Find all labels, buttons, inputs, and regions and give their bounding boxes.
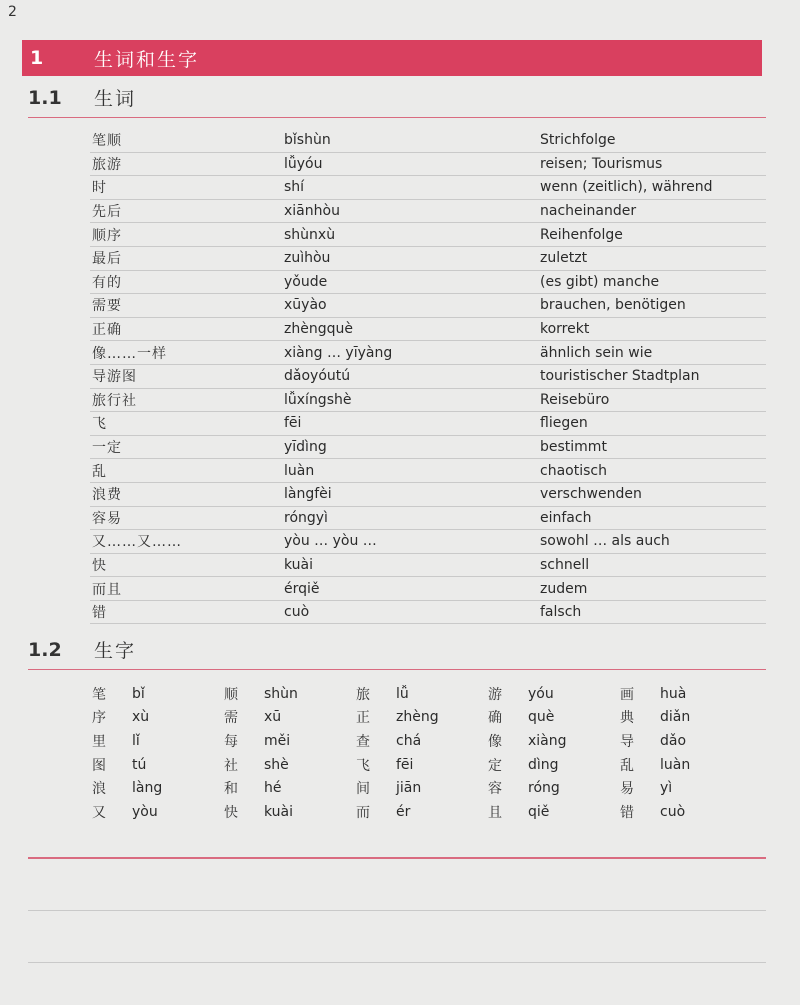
character-pinyin: xiàng (528, 732, 567, 749)
character-pinyin: luàn (660, 756, 691, 773)
character-hanzi: 画 (620, 686, 634, 703)
character-entry (356, 707, 488, 727)
character-hanzi: 正 (356, 710, 370, 727)
vocab-german: zudem (540, 580, 588, 597)
vocab-pinyin: yòu … yòu … (284, 533, 377, 550)
vocab-pinyin: zuìhòu (284, 250, 331, 267)
vocab-row (90, 129, 766, 153)
character-hanzi: 查 (356, 733, 370, 750)
vocab-row (90, 507, 766, 531)
section-number: 1.2 (28, 638, 62, 661)
character-pinyin: tú (132, 756, 147, 773)
character-hanzi: 每 (224, 733, 238, 750)
character-entry (92, 684, 224, 704)
character-entry (356, 802, 488, 822)
vocab-pinyin: érqiě (284, 580, 320, 597)
vocab-hanzi: 一定 (92, 440, 122, 457)
vocab-hanzi: 需要 (92, 298, 122, 315)
chapter-header (22, 40, 762, 76)
character-entry (356, 731, 488, 751)
page-number: 2 (8, 4, 17, 20)
vocab-hanzi: 像……一样 (92, 345, 167, 362)
character-hanzi: 序 (92, 710, 106, 727)
vocab-hanzi: 笔顺 (92, 133, 122, 150)
section-number: 1.1 (28, 86, 62, 109)
character-pinyin: qiě (528, 803, 550, 820)
vocab-row (90, 365, 766, 389)
character-hanzi: 飞 (356, 757, 370, 774)
character-row (92, 800, 752, 824)
character-hanzi: 快 (224, 804, 238, 821)
vocab-hanzi: 导游图 (92, 369, 137, 386)
vocab-german: fliegen (540, 415, 588, 432)
vocab-hanzi: 飞 (92, 416, 107, 433)
vocab-german: (es gibt) manche (540, 273, 660, 290)
character-entry (620, 707, 752, 727)
character-pinyin: zhèng (396, 709, 439, 726)
section-title: 生字 (94, 640, 137, 662)
character-entry (92, 802, 224, 822)
vocab-hanzi: 容易 (92, 510, 122, 527)
vocab-row (90, 577, 766, 601)
character-pinyin: bǐ (132, 685, 145, 702)
vocab-german: Strichfolge (540, 132, 616, 149)
character-hanzi: 导 (620, 733, 634, 750)
character-pinyin: měi (264, 732, 291, 749)
vocab-german: Reisebüro (540, 391, 610, 408)
character-entry (224, 802, 356, 822)
character-entry (92, 755, 224, 775)
character-entry (620, 802, 752, 822)
character-entry (92, 707, 224, 727)
character-pinyin: dìng (528, 756, 559, 773)
vocab-row (90, 483, 766, 507)
vocab-german: wenn (zeitlich), während (540, 179, 713, 196)
character-entry (356, 684, 488, 704)
vocab-pinyin: zhèngquè (284, 321, 353, 338)
vocab-pinyin: cuò (284, 604, 310, 621)
character-pinyin: huà (660, 685, 687, 702)
vocab-pinyin: lǚyóu (284, 155, 323, 172)
vocab-pinyin: lǚxíngshè (284, 391, 352, 408)
character-grid (92, 682, 752, 824)
vocab-row (90, 459, 766, 483)
vocab-row (90, 554, 766, 578)
vocab-german: verschwenden (540, 486, 642, 503)
vocab-hanzi: 有的 (92, 274, 122, 291)
vocab-german: touristischer Stadtplan (540, 368, 700, 385)
character-pinyin: róng (528, 780, 560, 797)
vocab-hanzi: 正确 (92, 322, 122, 339)
vocab-german: Reihenfolge (540, 226, 623, 243)
vocab-german: reisen; Tourismus (540, 155, 663, 172)
character-hanzi: 顺 (224, 686, 238, 703)
character-entry (488, 684, 620, 704)
character-entry (488, 707, 620, 727)
character-pinyin: lǚ (396, 685, 409, 702)
vocab-row (90, 436, 766, 460)
vocab-row (90, 601, 766, 625)
character-pinyin: xū (264, 709, 282, 726)
character-entry (620, 755, 752, 775)
vocab-hanzi: 旅游 (92, 156, 122, 173)
vocabulary-list (90, 129, 766, 624)
writing-line (28, 962, 766, 963)
vocab-row (90, 412, 766, 436)
character-pinyin: cuò (660, 803, 686, 820)
character-hanzi: 游 (488, 686, 502, 703)
character-pinyin: hé (264, 780, 282, 797)
character-pinyin: yì (660, 780, 673, 797)
vocab-german: falsch (540, 604, 582, 621)
footer-divider (28, 857, 766, 859)
character-row (92, 776, 752, 800)
character-pinyin: diǎn (660, 709, 691, 726)
section-heading-vocab (28, 84, 136, 111)
vocab-pinyin: bǐshùn (284, 132, 331, 149)
character-pinyin: shùn (264, 685, 298, 702)
character-entry (356, 755, 488, 775)
vocab-hanzi: 而且 (92, 581, 122, 598)
character-pinyin: fēi (396, 756, 414, 773)
vocab-german: chaotisch (540, 462, 607, 479)
character-entry (356, 778, 488, 798)
vocab-pinyin: shí (284, 179, 305, 196)
vocab-hanzi: 快 (92, 557, 107, 574)
chapter-title: 生词和生字 (94, 48, 200, 71)
character-hanzi: 易 (620, 781, 634, 798)
vocab-german: sowohl … als auch (540, 533, 670, 550)
section-heading-characters (28, 636, 136, 663)
vocab-pinyin: shùnxù (284, 226, 336, 243)
character-entry (92, 731, 224, 751)
character-entry (620, 684, 752, 704)
vocab-pinyin: kuài (284, 556, 314, 573)
character-hanzi: 间 (356, 781, 370, 798)
vocab-german: schnell (540, 556, 590, 573)
character-hanzi: 乱 (620, 757, 634, 774)
vocab-row (90, 176, 766, 200)
character-entry (488, 802, 620, 822)
vocab-row (90, 318, 766, 342)
character-hanzi: 典 (620, 710, 634, 727)
character-row (92, 682, 752, 706)
vocab-row (90, 200, 766, 224)
character-pinyin: lǐ (132, 732, 140, 749)
character-pinyin: jiān (396, 780, 422, 797)
character-entry (224, 755, 356, 775)
vocab-german: ähnlich sein wie (540, 344, 653, 361)
vocab-german: bestimmt (540, 439, 607, 456)
section-divider (28, 669, 766, 670)
vocab-row (90, 223, 766, 247)
character-pinyin: chá (396, 732, 422, 749)
vocab-row (90, 153, 766, 177)
vocab-hanzi: 错 (92, 605, 107, 622)
vocab-hanzi: 乱 (92, 463, 107, 480)
character-entry (224, 684, 356, 704)
vocab-german: korrekt (540, 321, 590, 338)
vocab-german: zuletzt (540, 250, 588, 267)
character-hanzi: 和 (224, 781, 238, 798)
character-hanzi: 社 (224, 757, 238, 774)
character-hanzi: 确 (488, 710, 502, 727)
vocab-german: nacheinander (540, 203, 637, 220)
vocab-row (90, 294, 766, 318)
vocab-pinyin: làngfèi (284, 486, 332, 503)
vocab-row (90, 389, 766, 413)
section-divider (28, 117, 766, 118)
vocab-pinyin: xiānhòu (284, 203, 340, 220)
chapter-number: 1 (30, 47, 44, 69)
character-pinyin: què (528, 709, 555, 726)
character-hanzi: 又 (92, 804, 106, 821)
vocab-german: einfach (540, 509, 592, 526)
vocab-hanzi: 先后 (92, 204, 122, 221)
vocab-german: brauchen, benötigen (540, 297, 686, 314)
character-entry (488, 755, 620, 775)
character-entry (620, 731, 752, 751)
character-entry (488, 731, 620, 751)
character-pinyin: yóu (528, 685, 554, 702)
character-entry (620, 778, 752, 798)
vocab-pinyin: dǎoyóutú (284, 368, 351, 385)
vocab-hanzi: 顺序 (92, 227, 122, 244)
section-title: 生词 (94, 88, 137, 110)
vocab-pinyin: xūyào (284, 297, 327, 314)
vocab-hanzi: 又……又…… (92, 534, 182, 551)
character-hanzi: 笔 (92, 686, 106, 703)
character-hanzi: 浪 (92, 781, 106, 798)
character-entry (224, 778, 356, 798)
vocab-pinyin: yǒude (284, 273, 328, 290)
character-pinyin: dǎo (660, 732, 687, 749)
vocab-hanzi: 旅行社 (92, 392, 137, 409)
character-pinyin: shè (264, 756, 289, 773)
vocab-row (90, 530, 766, 554)
vocab-row (90, 341, 766, 365)
vocab-pinyin: róngyì (284, 509, 328, 526)
character-entry (488, 778, 620, 798)
vocab-pinyin: yīdìng (284, 439, 327, 456)
character-hanzi: 需 (224, 710, 238, 727)
character-pinyin: ér (396, 803, 411, 820)
character-pinyin: xù (132, 709, 150, 726)
vocab-row (90, 271, 766, 295)
character-hanzi: 图 (92, 757, 106, 774)
vocab-pinyin: xiàng … yīyàng (284, 344, 393, 361)
character-pinyin: yòu (132, 803, 158, 820)
character-hanzi: 错 (620, 804, 634, 821)
vocab-hanzi: 浪费 (92, 487, 122, 504)
character-hanzi: 旅 (356, 686, 370, 703)
vocab-pinyin: luàn (284, 462, 315, 479)
character-entry (224, 707, 356, 727)
vocab-hanzi: 最后 (92, 251, 122, 268)
character-hanzi: 而 (356, 804, 370, 821)
writing-line (28, 910, 766, 911)
character-hanzi: 里 (92, 733, 106, 750)
character-row (92, 753, 752, 777)
character-pinyin: kuài (264, 803, 294, 820)
character-entry (224, 731, 356, 751)
character-pinyin: làng (132, 780, 163, 797)
character-hanzi: 容 (488, 781, 502, 798)
vocab-pinyin: fēi (284, 415, 302, 432)
character-row (92, 706, 752, 730)
vocab-hanzi: 时 (92, 180, 107, 197)
vocab-row (90, 247, 766, 271)
character-entry (92, 778, 224, 798)
character-hanzi: 且 (488, 804, 502, 821)
character-hanzi: 定 (488, 757, 502, 774)
character-hanzi: 像 (488, 733, 502, 750)
character-row (92, 729, 752, 753)
